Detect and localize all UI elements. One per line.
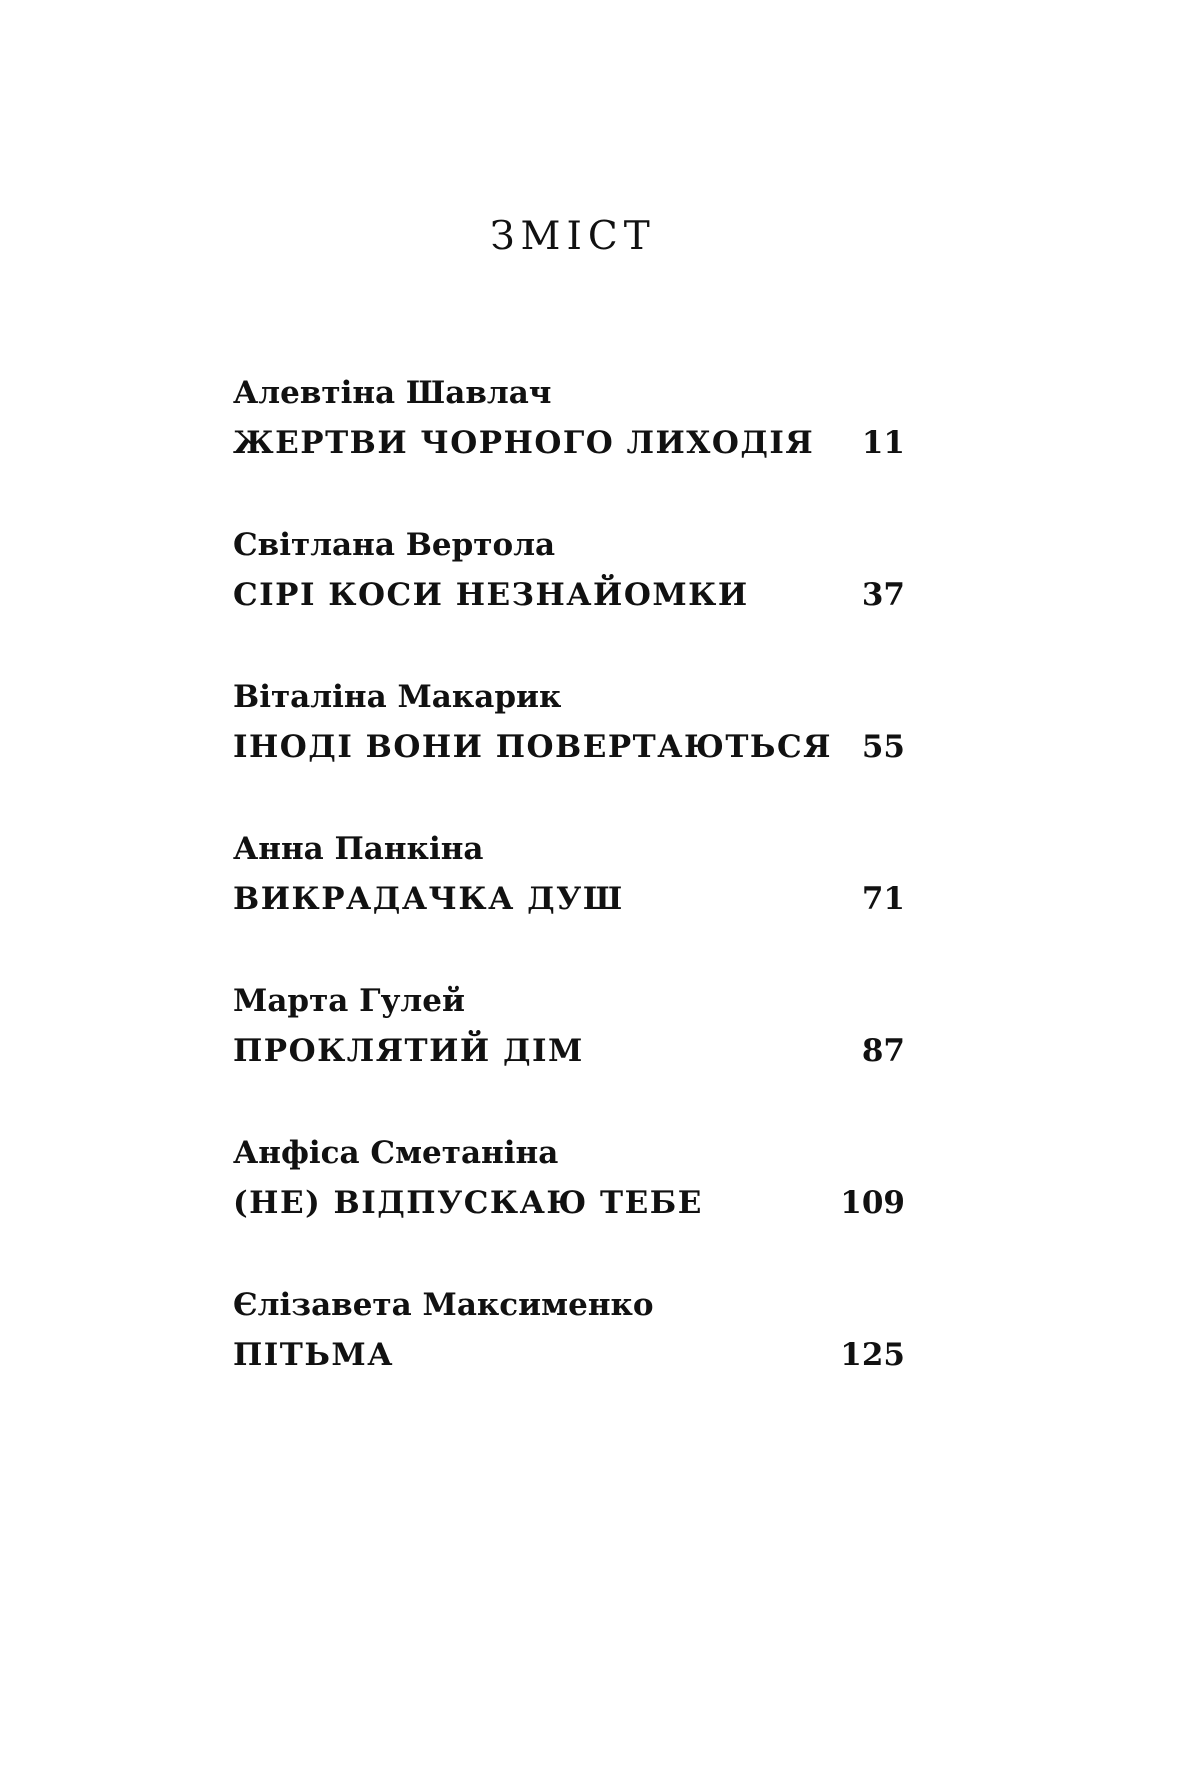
story-line xyxy=(233,724,905,770)
toc-entry xyxy=(233,978,905,1130)
story-line xyxy=(233,420,905,466)
page-number: 125 xyxy=(840,1337,905,1373)
author-name: Анна Панкіна xyxy=(233,831,484,867)
story-title: (НЕ) ВІДПУСКАЮ ТЕБЕ xyxy=(233,1185,703,1221)
story-title: ПРОКЛЯТИЙ ДІМ xyxy=(233,1033,584,1069)
story-line xyxy=(233,1028,905,1074)
toc-entry xyxy=(233,522,905,674)
table-of-contents xyxy=(233,370,905,1434)
story-title: СІРІ КОСИ НЕЗНАЙОМКИ xyxy=(233,577,749,613)
toc-entry xyxy=(233,1130,905,1282)
story-title: ВИКРАДАЧКА ДУШ xyxy=(233,881,624,917)
author-name: Марта Гулей xyxy=(233,983,465,1019)
toc-entry xyxy=(233,370,905,522)
page-number: 37 xyxy=(861,577,905,613)
page-number: 55 xyxy=(861,729,905,765)
page-number: 109 xyxy=(840,1185,905,1221)
story-title: ІНОДІ ВОНИ ПОВЕРТАЮТЬСЯ xyxy=(233,729,833,765)
author-name: Світлана Вертола xyxy=(233,527,556,563)
story-title: ЖЕРТВИ ЧОРНОГО ЛИХОДІЯ xyxy=(233,425,815,461)
toc-entry xyxy=(233,674,905,826)
author-name: Алевтіна Шавлач xyxy=(233,375,552,411)
author-name: Єлізавета Максименко xyxy=(233,1287,654,1323)
page-number: 87 xyxy=(861,1033,905,1069)
page-number: 11 xyxy=(861,425,905,461)
story-title: ПІТЬМА xyxy=(233,1337,394,1373)
author-name: Анфіса Сметаніна xyxy=(233,1135,559,1171)
toc-entry xyxy=(233,1282,905,1434)
page-number: 71 xyxy=(861,881,905,917)
story-line xyxy=(233,1332,905,1378)
story-line xyxy=(233,876,905,922)
story-line xyxy=(233,572,905,618)
page-title: ЗМІСТ xyxy=(490,214,656,259)
toc-entry xyxy=(233,826,905,978)
story-line xyxy=(233,1180,905,1226)
author-name: Віталіна Макарик xyxy=(233,679,562,715)
